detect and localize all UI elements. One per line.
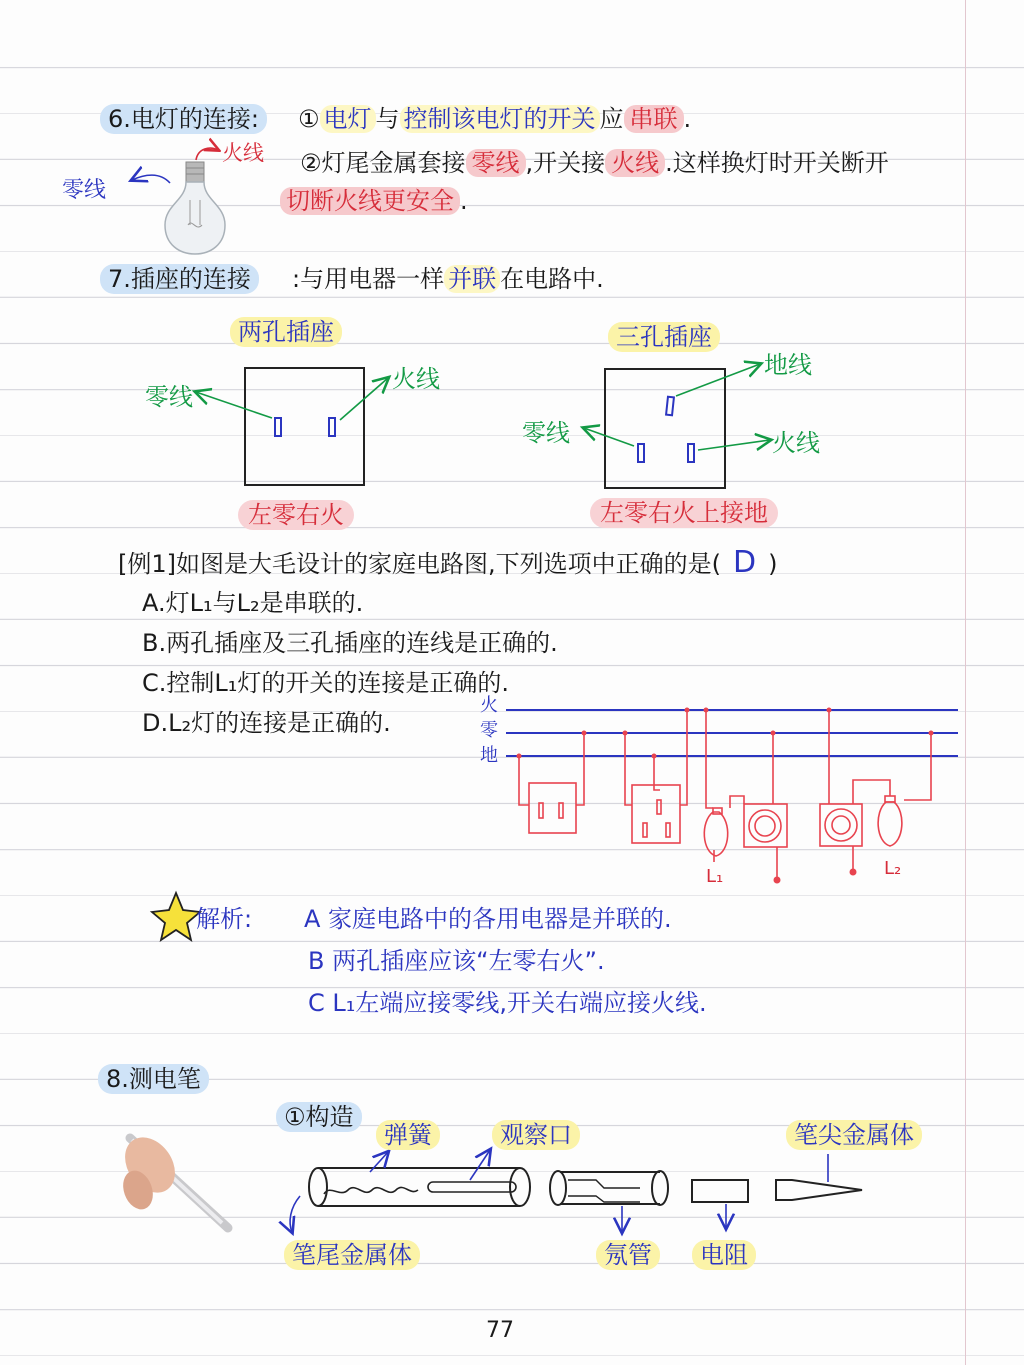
page-number: 77	[486, 1318, 514, 1343]
two-hole-socket	[196, 368, 388, 485]
example-option-d: D.L₂灯的连接是正确的.	[142, 709, 391, 737]
three-hole-title: 三孔插座	[608, 322, 720, 352]
circuit-fire-label: 火	[480, 695, 498, 716]
sec6-line1-lamp: 电灯	[320, 105, 376, 133]
pen-tail-label: 笔尾金属体	[284, 1240, 420, 1270]
example-option-c: C.控制L₁灯的开关的连接是正确的.	[142, 669, 510, 697]
example-option-a: A.灯L₁与L₂是串联的.	[142, 589, 364, 617]
two-hole-fire-label: 火线	[392, 365, 440, 393]
sec7-desc-c: 在电路中.	[500, 265, 604, 293]
light-bulb-image	[165, 162, 225, 254]
circuit-ground-label: 地	[480, 745, 498, 766]
sec6-line1	[298, 104, 691, 134]
analysis-label: 解析:	[196, 905, 253, 933]
pen-spring-label: 弹簧	[376, 1120, 440, 1150]
sec6-line2-zero: 零线	[466, 149, 526, 177]
star-icon	[152, 893, 200, 940]
pen-neon-label: 氖管	[596, 1240, 660, 1270]
sec7-desc-a: :与用电器一样	[292, 265, 445, 293]
two-hole-rule: 左零右火	[238, 500, 354, 530]
sec6-line1-series: 串联	[624, 105, 684, 133]
sec6-line2	[300, 148, 889, 178]
example-question	[118, 545, 778, 580]
analysis-b: B 两孔插座应该“左零右火”.	[308, 947, 605, 975]
sec6-line1-switch: 控制该电灯的开关	[400, 105, 600, 133]
sec6-title: 6.电灯的连接:	[100, 104, 267, 134]
bulb-arrows	[132, 148, 218, 183]
two-hole-zero-label: 零线	[145, 383, 193, 411]
sec7-desc-parallel: 并联	[444, 265, 500, 293]
sec6-line2-mid: ,开关接	[525, 149, 606, 177]
sec6-line3-end: .	[460, 187, 468, 215]
three-hole-ground-label: 地线	[764, 351, 812, 379]
sec6-line1-and: 与	[375, 105, 400, 133]
analysis-a: A 家庭电路中的各用电器是并联的.	[304, 905, 672, 933]
sec6-line2-prefix: ②灯尾金属套接	[300, 149, 466, 177]
test-pen-diagram	[309, 1168, 862, 1206]
sec6-line2-tail: .这样换灯时开关断开	[665, 149, 889, 177]
bulb-zero-label: 零线	[62, 178, 107, 203]
three-hole-rule: 左零右火上接地	[590, 498, 778, 528]
test-pen-image	[115, 1128, 228, 1228]
sec6-line1-end: .	[683, 105, 692, 133]
three-hole-fire-label: 火线	[772, 429, 820, 457]
analysis-c: C L₁左端应接零线,开关右端应接火线.	[308, 989, 707, 1017]
sec6-line1-prefix: ①	[298, 105, 320, 133]
example-close: )	[768, 550, 778, 578]
sec7-desc	[292, 264, 604, 294]
sec8-title: 8.测电笔	[98, 1064, 209, 1094]
circuit-l2-label: L₂	[884, 858, 902, 879]
sec8-subtitle: ①构造	[276, 1102, 362, 1132]
sec6-line3	[280, 186, 468, 216]
pen-window-label: 观察口	[492, 1120, 580, 1150]
circuit-l1-label: L₁	[706, 866, 724, 887]
pen-resistor-label: 电阻	[692, 1240, 756, 1270]
example-option-b: B.两孔插座及三孔插座的连线是正确的.	[142, 629, 558, 657]
circuit-zero-label: 零	[480, 720, 498, 741]
example-answer: D	[733, 545, 757, 580]
pen-tip-label: 笔尖金属体	[786, 1120, 922, 1150]
bulb-fire-label: 火线	[222, 141, 264, 165]
sec6-line1-should: 应	[599, 105, 624, 133]
example-question-text: [例1]如图是大毛设计的家庭电路图,下列选项中正确的是(	[118, 550, 721, 578]
sec7-title: 7.插座的连接	[100, 264, 259, 294]
three-hole-zero-label: 零线	[522, 419, 570, 447]
two-hole-title: 两孔插座	[230, 317, 342, 347]
sec6-line3-text: 切断火线更安全	[280, 187, 460, 215]
sec6-line2-fire: 火线	[605, 149, 665, 177]
three-hole-socket	[584, 364, 770, 488]
